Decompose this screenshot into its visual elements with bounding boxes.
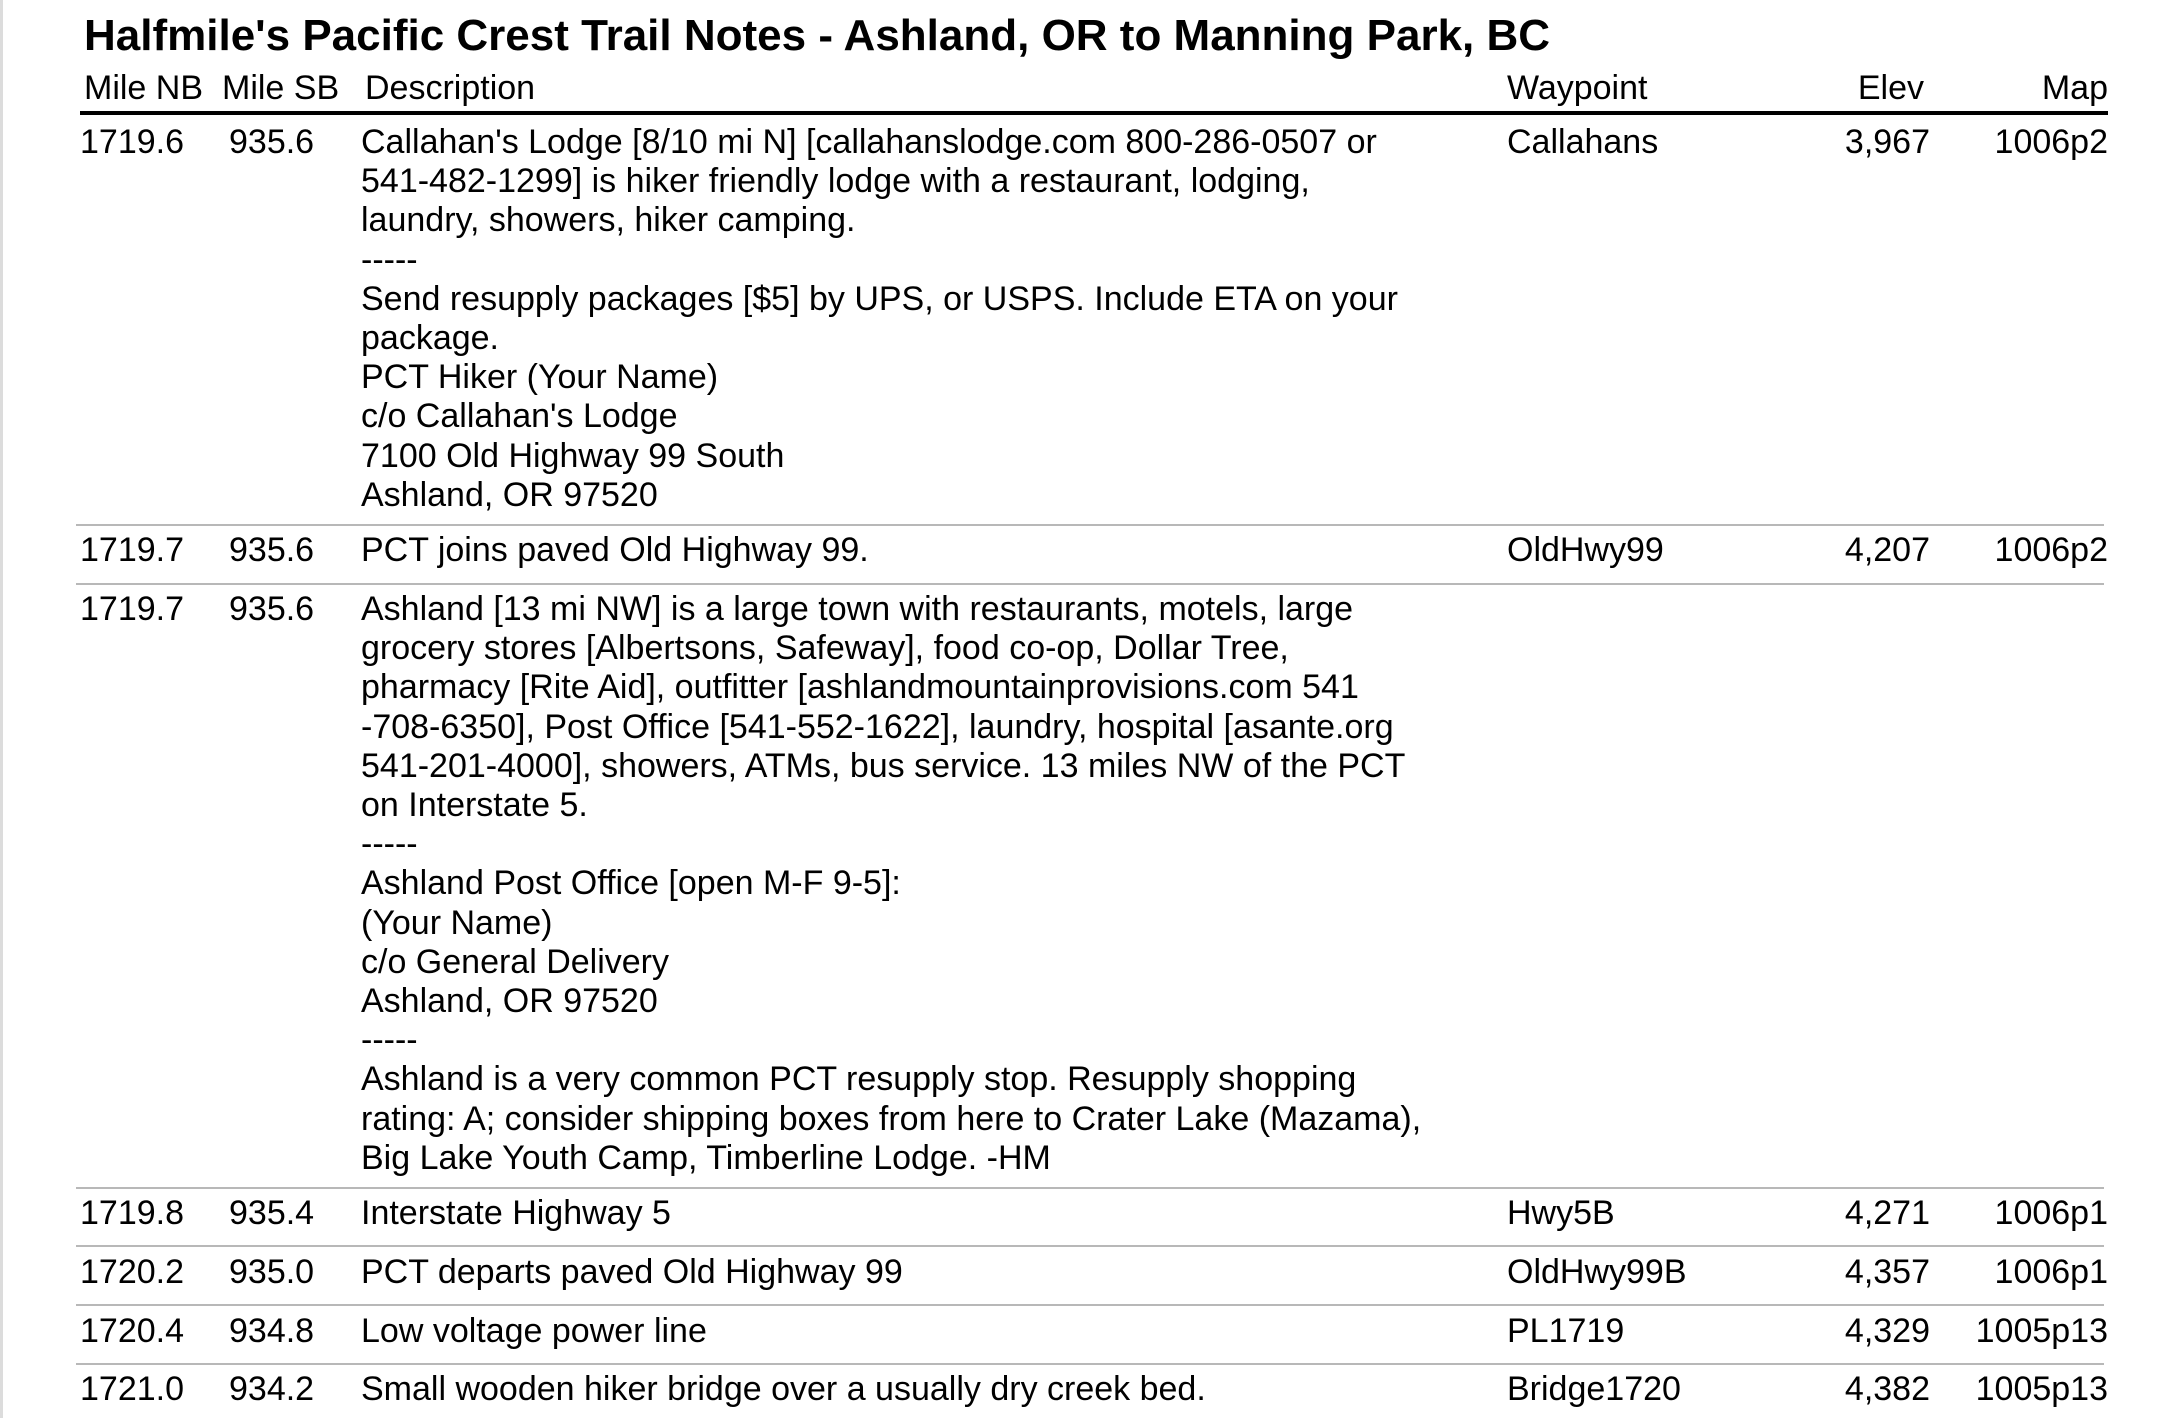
description-line: Big Lake Youth Camp, Timberline Lodge. -HM bbox=[361, 1138, 1051, 1177]
cell-description bbox=[361, 1194, 1501, 1233]
description-line: PCT departs paved Old Highway 99 bbox=[361, 1253, 903, 1291]
col-header-description: Description bbox=[365, 69, 536, 107]
cell-mile-nb: 1719.8 bbox=[80, 1194, 184, 1232]
description-line: rating: A; consider shipping boxes from here to Crater Lake (Mazama), bbox=[361, 1099, 1422, 1138]
cell-map: 1005p13 bbox=[1975, 1312, 2108, 1350]
cell-mile-sb: 935.6 bbox=[229, 123, 315, 161]
cell-waypoint: Hwy5B bbox=[1507, 1194, 1615, 1232]
cell-description bbox=[361, 1312, 1501, 1351]
cell-waypoint: OldHwy99 bbox=[1507, 531, 1664, 569]
description-line: grocery stores [Albertsons, Safeway], food co-op, Dollar Tree, bbox=[361, 629, 1289, 668]
description-line: package. bbox=[361, 319, 499, 358]
cell-mile-sb: 934.2 bbox=[229, 1370, 315, 1408]
header-rule bbox=[80, 111, 2108, 115]
description-line: 541-201-4000], showers, ATMs, bus service. 13 miles NW of the PCT bbox=[361, 746, 1406, 785]
cell-waypoint: Bridge1720 bbox=[1507, 1370, 1681, 1408]
row-divider bbox=[76, 524, 2104, 526]
description-line: (Your Name) bbox=[361, 903, 553, 942]
row-divider bbox=[76, 583, 2104, 585]
description-line: Ashland, OR 97520 bbox=[361, 982, 658, 1021]
cell-mile-sb: 935.6 bbox=[229, 590, 315, 628]
cell-map: 1005p13 bbox=[1975, 1370, 2108, 1408]
col-header-mile-sb: Mile SB bbox=[222, 69, 340, 107]
cell-elev: 4,357 bbox=[1844, 1253, 1930, 1291]
col-header-map: Map bbox=[2041, 69, 2108, 107]
description-line: PCT Hiker (Your Name) bbox=[361, 358, 719, 397]
description-line: 7100 Old Highway 99 South bbox=[361, 436, 785, 475]
cell-map: 1006p1 bbox=[1994, 1253, 2108, 1291]
description-line: Ashland, OR 97520 bbox=[361, 475, 658, 514]
cell-elev: 4,271 bbox=[1844, 1194, 1930, 1232]
cell-waypoint: Callahans bbox=[1507, 123, 1659, 161]
description-line: pharmacy [Rite Aid], outfitter [ashlandmountainprovisions.com 541 bbox=[361, 668, 1359, 707]
row-divider bbox=[76, 1187, 2104, 1189]
cell-elev: 4,382 bbox=[1844, 1370, 1930, 1408]
description-line: c/o Callahan's Lodge bbox=[361, 397, 678, 436]
cell-map: 1006p2 bbox=[1994, 531, 2108, 569]
col-header-waypoint: Waypoint bbox=[1507, 69, 1648, 107]
cell-elev: 3,967 bbox=[1844, 123, 1930, 161]
cell-mile-sb: 935.4 bbox=[229, 1194, 315, 1232]
description-line: 541-482-1299] is hiker friendly lodge with a restaurant, lodging, bbox=[361, 162, 1310, 201]
row-divider bbox=[76, 1363, 2104, 1365]
description-line: Ashland [13 mi NW] is a large town with restaurants, motels, large bbox=[361, 590, 1354, 628]
cell-elev: 4,329 bbox=[1844, 1312, 1930, 1350]
cell-mile-nb: 1721.0 bbox=[80, 1370, 184, 1408]
cell-mile-nb: 1720.4 bbox=[80, 1312, 184, 1350]
page-edge bbox=[0, 0, 3, 1418]
cell-waypoint: OldHwy99B bbox=[1507, 1253, 1687, 1291]
row-divider bbox=[76, 1245, 2104, 1247]
description-line: Ashland Post Office [open M-F 9-5]: bbox=[361, 864, 901, 903]
col-header-elev: Elev bbox=[1857, 69, 1924, 107]
description-line: Callahan's Lodge [8/10 mi N] [callahanslodge.com 800-286-0507 or bbox=[361, 123, 1377, 161]
cell-mile-nb: 1719.6 bbox=[80, 123, 184, 161]
description-line: PCT joins paved Old Highway 99. bbox=[361, 531, 869, 569]
cell-mile-sb: 934.8 bbox=[229, 1312, 315, 1350]
cell-waypoint: PL1719 bbox=[1507, 1312, 1625, 1350]
description-line: ----- bbox=[361, 1021, 418, 1060]
page-title: Halfmile's Pacific Crest Trail Notes - Ashland, OR to Manning Park, BC bbox=[84, 11, 1551, 60]
description-line: laundry, showers, hiker camping. bbox=[361, 201, 856, 240]
cell-map: 1006p1 bbox=[1994, 1194, 2108, 1232]
cell-description bbox=[361, 1253, 1501, 1292]
description-line: Ashland is a very common PCT resupply stop. Resupply shopping bbox=[361, 1060, 1357, 1099]
cell-mile-nb: 1719.7 bbox=[80, 590, 184, 628]
row-divider bbox=[76, 1304, 2104, 1306]
cell-mile-sb: 935.6 bbox=[229, 531, 315, 569]
cell-description bbox=[361, 123, 1501, 515]
description-line: Low voltage power line bbox=[361, 1312, 707, 1350]
description-line: Send resupply packages [$5] by UPS, or USPS. Include ETA on your bbox=[361, 279, 1398, 318]
description-line: -708-6350], Post Office [541-552-1622], laundry, hospital [asante.org bbox=[361, 707, 1394, 746]
cell-mile-nb: 1719.7 bbox=[80, 531, 184, 569]
cell-elev: 4,207 bbox=[1844, 531, 1930, 569]
cell-mile-sb: 935.0 bbox=[229, 1253, 315, 1291]
description-line: ----- bbox=[361, 825, 418, 864]
cell-description bbox=[361, 531, 1501, 570]
cell-description bbox=[361, 1370, 1501, 1409]
description-line: Interstate Highway 5 bbox=[361, 1194, 671, 1232]
col-header-mile-nb: Mile NB bbox=[84, 69, 204, 107]
description-line: on Interstate 5. bbox=[361, 786, 588, 825]
cell-map: 1006p2 bbox=[1994, 123, 2108, 161]
cell-mile-nb: 1720.2 bbox=[80, 1253, 184, 1291]
description-line: Small wooden hiker bridge over a usually dry creek bed. bbox=[361, 1370, 1206, 1408]
description-line: ----- bbox=[361, 240, 418, 279]
cell-description bbox=[361, 590, 1501, 1178]
description-line: c/o General Delivery bbox=[361, 942, 670, 981]
